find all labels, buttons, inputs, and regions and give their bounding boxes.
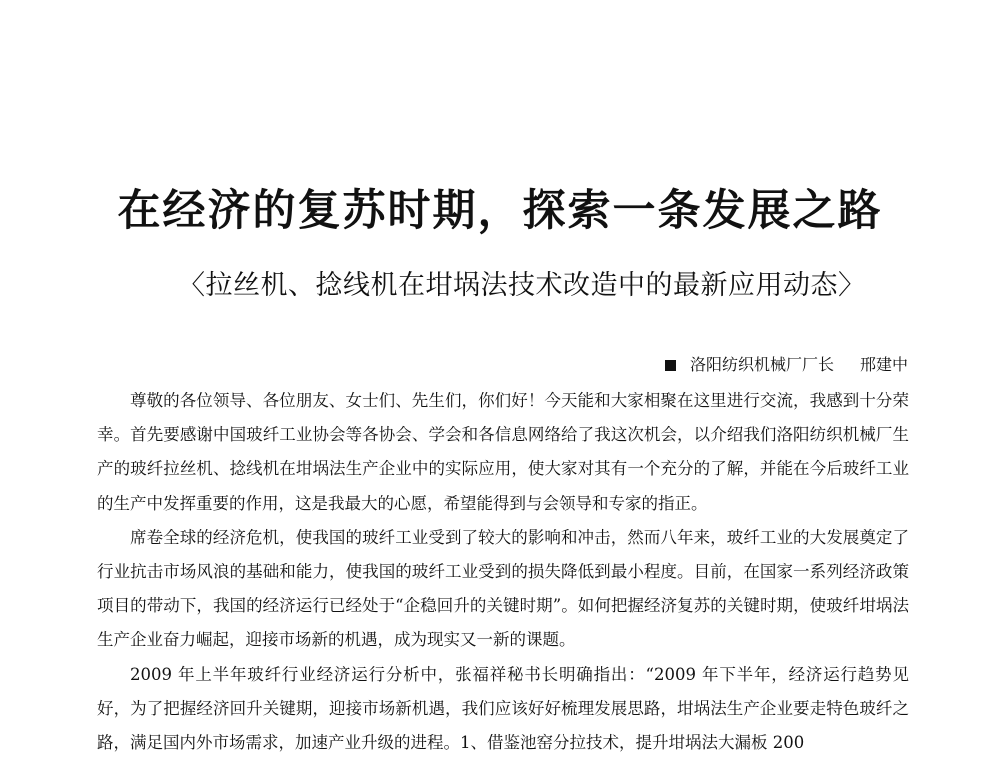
author-name: 邢建中 bbox=[859, 355, 908, 374]
black-square-icon bbox=[665, 360, 676, 371]
body-paragraph: 尊敬的各位领导、各位朋友、女士们、先生们，你们好！今天能和大家相聚在这里进行交流，我感到十分荣幸。首先要感谢中国玻纤工业协会等各协会、学会和各信息网络给了我这次机会，以介绍我们洛阳纺织机械厂生产的玻纤拉丝机、捻线机在坩埚法生产企业中的实际应用，使大家对其有一个充分的了解，并能在今后玻纤工业的生产中发挥重要的作用，这是我最大的心愿，希望能得到与会领导和专家的指正。 bbox=[97, 391, 909, 513]
article-title: 在经济的复苏时期，探索一条发展之路 bbox=[117, 186, 883, 236]
article-subtitle: 〈拉丝机、捻线机在坩埚法技术改造中的最新应用动态〉 bbox=[178, 270, 866, 301]
author-byline bbox=[665, 352, 908, 378]
article-body bbox=[97, 384, 909, 759]
author-affiliation: 洛阳纺织机械厂厂长 bbox=[689, 355, 834, 374]
body-paragraph: 席卷全球的经济危机，使我国的玻纤工业受到了较大的影响和冲击，然而八年来，玻纤工业的大发展奠定了行业抗击市场风浪的基础和能力，使我国的玻纤工业受到的损失降低到最小程度。目前，在国家一系列经济政策项目的带动下，我国的经济运行已经处于“企稳回升的关键时期”。如何把握经济复苏的关键时期，使玻纤坩埚法生产企业奋力崛起，迎接市场新的机遇，成为现实又一新的课题。 bbox=[97, 527, 909, 650]
body-paragraph: 2009 年上半年玻纤行业经济运行分析中，张福祥秘书长明确指出：“2009 年下半年，经济运行趋势见好，为了把握经济回升关键期，迎接市场新机遇，我们应该好好梳理发展思路，坩埚法生产企业要走特色玻纤之路，满足国内外市场需求，加速产业升级的进程。1、借鉴池窑分拉技术，提升坩埚法大漏板 200 bbox=[97, 664, 909, 753]
